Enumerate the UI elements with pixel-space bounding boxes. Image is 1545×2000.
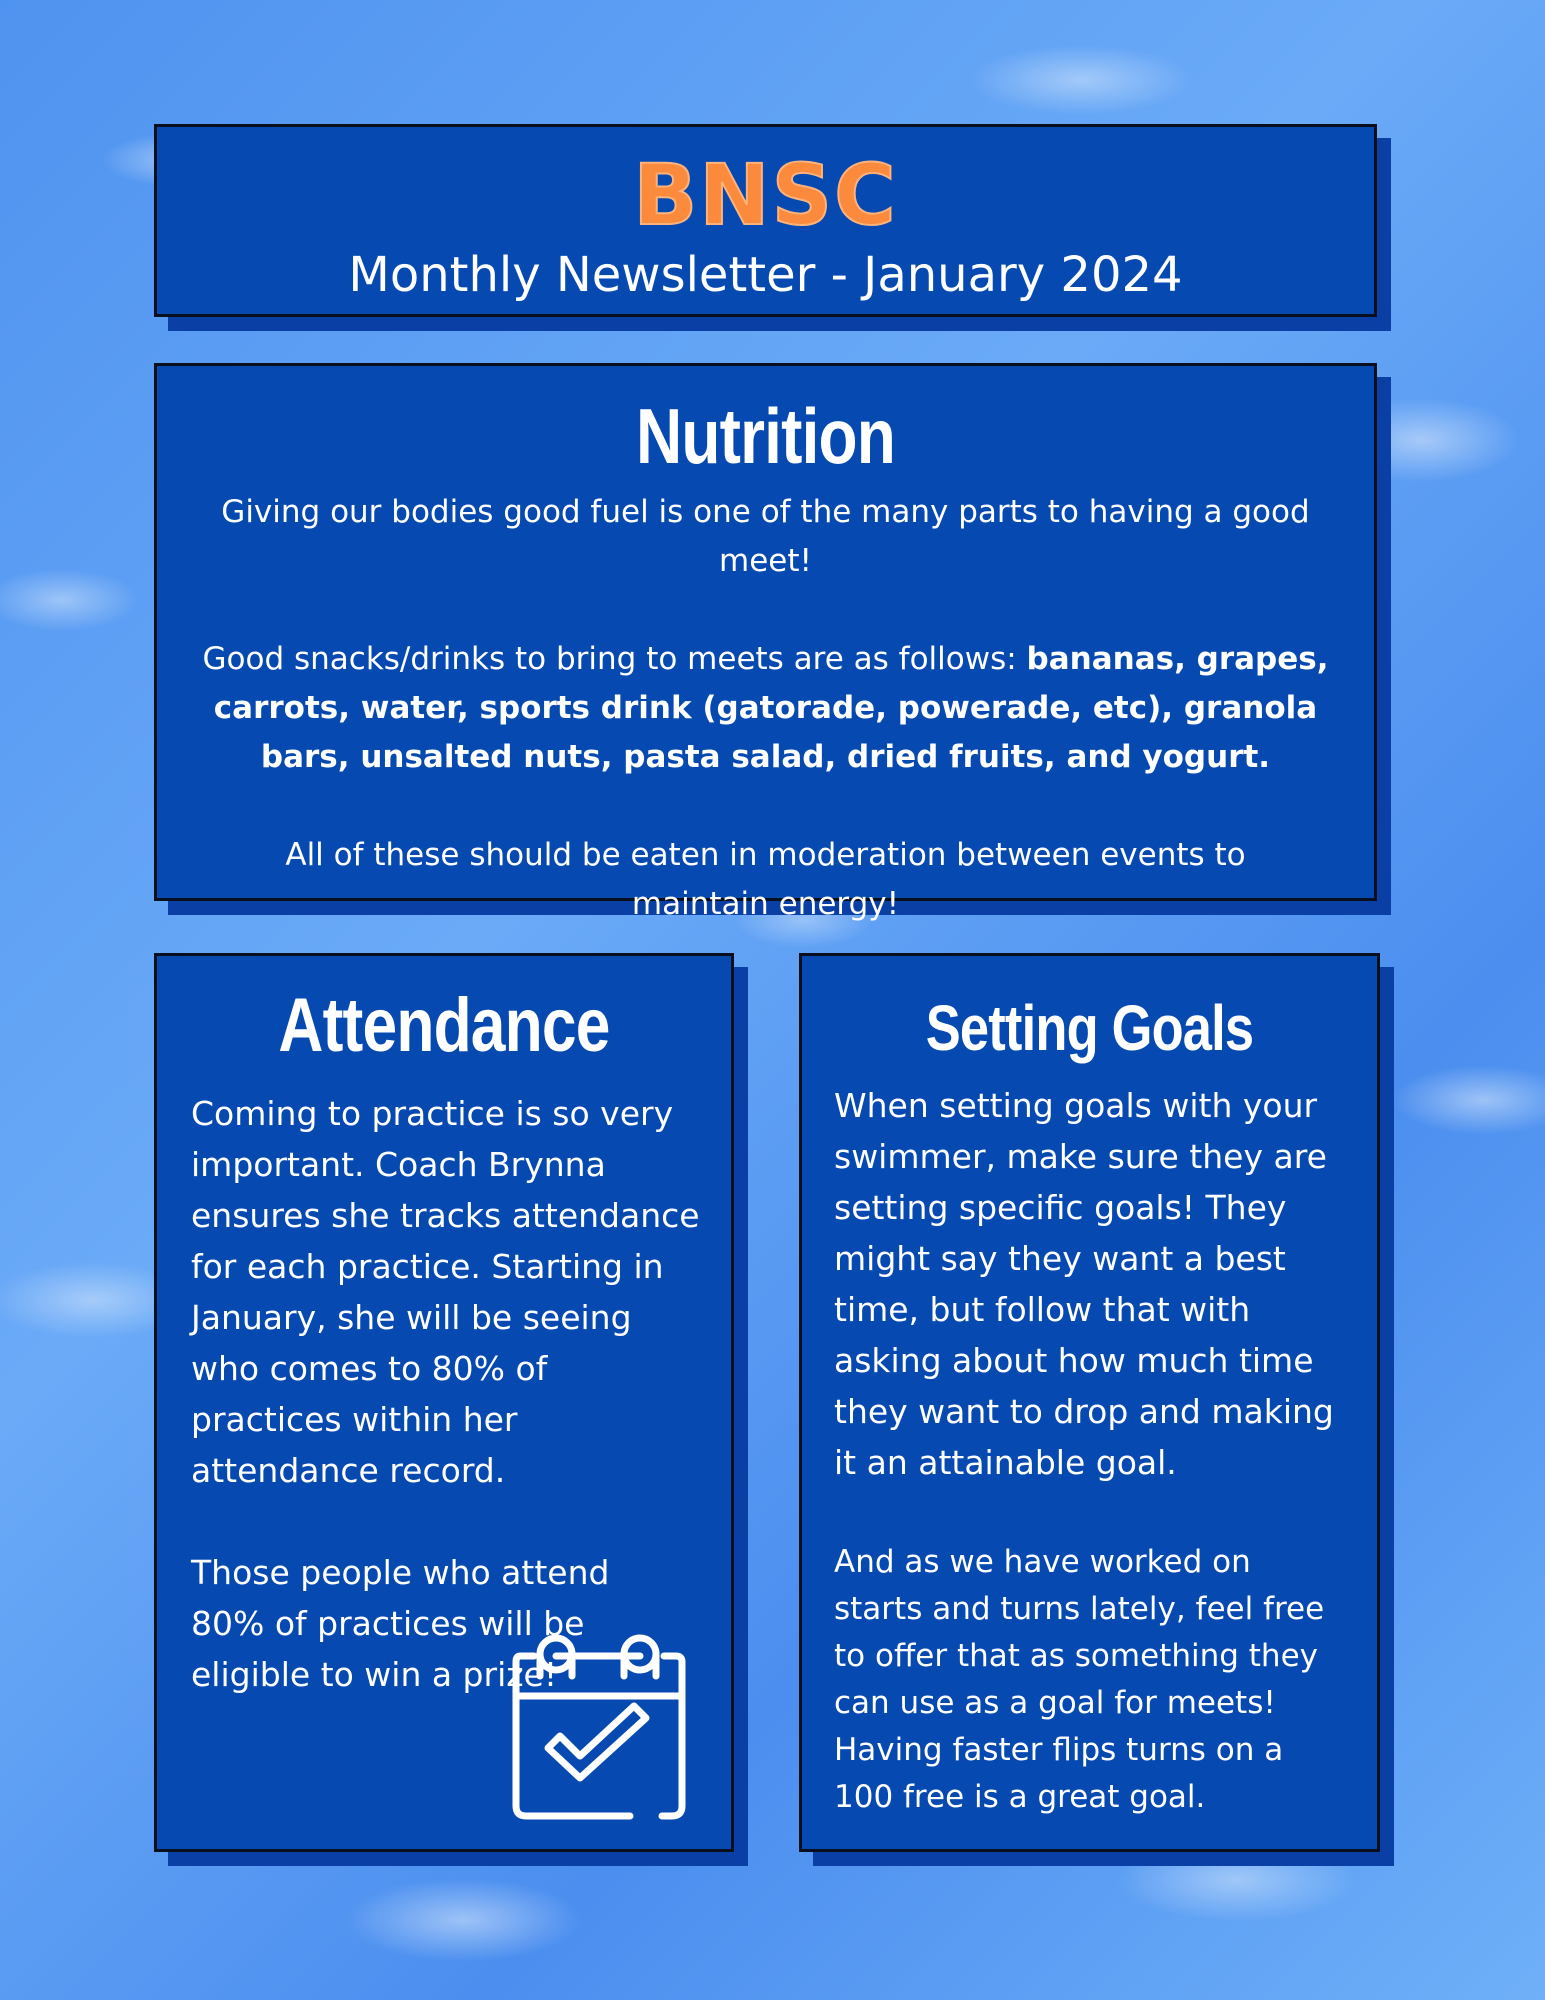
setting-goals-paragraph-1: When setting goals with your swimmer, make sure they are setting specific goals! They might say they want a best time, but follow that with asking about how much time they want to drop and making it an attainable goal.: [834, 1086, 1334, 1482]
nutrition-panel: [154, 363, 1377, 922]
nutrition-intro: Giving our bodies good fuel is one of the many parts to having a good meet!: [221, 494, 1310, 579]
newsletter-subtitle: Monthly Newsletter - January 2024: [348, 247, 1183, 303]
nutrition-moderation: All of these should be eaten in moderation between events to maintain energy!: [285, 837, 1246, 922]
attendance-paragraph-1: Coming to practice is so very important. Coach Brynna ensures she tracks attendance for each practice. Starting in January, she will be seeing who comes to 80% of practices within her attendance record.: [191, 1094, 700, 1490]
calendar-check-icon: [512, 1626, 687, 1821]
attendance-title: Attendance: [278, 983, 610, 1068]
setting-goals-title: Setting Goals: [925, 992, 1254, 1064]
attendance-paragraph-2: Those people who attend 80% of practices will be eligible to win a prize!: [191, 1553, 610, 1694]
brand-title: BNSC: [633, 146, 898, 244]
nutrition-title: Nutrition: [635, 392, 896, 480]
header-panel: [154, 124, 1377, 317]
nutrition-snacks: [157, 635, 1374, 782]
setting-goals-panel: [799, 953, 1380, 1852]
attendance-panel: [154, 953, 734, 1852]
nutrition-snacks-list: bananas, grapes, carrots, water, sports drink (gatorade, powerade, etc), granola bars, unsalted nuts, pasta salad, dried fruits, and yogurt.: [213, 641, 1329, 775]
setting-goals-paragraph-2: And as we have worked on starts and turns lately, feel free to offer that as something they can use as a goal for meets! Having faster flips turns on a 100 free is a great goal.: [834, 1544, 1325, 1815]
nutrition-snacks-lead: Good snacks/drinks to bring to meets are as follows:: [202, 641, 1027, 677]
